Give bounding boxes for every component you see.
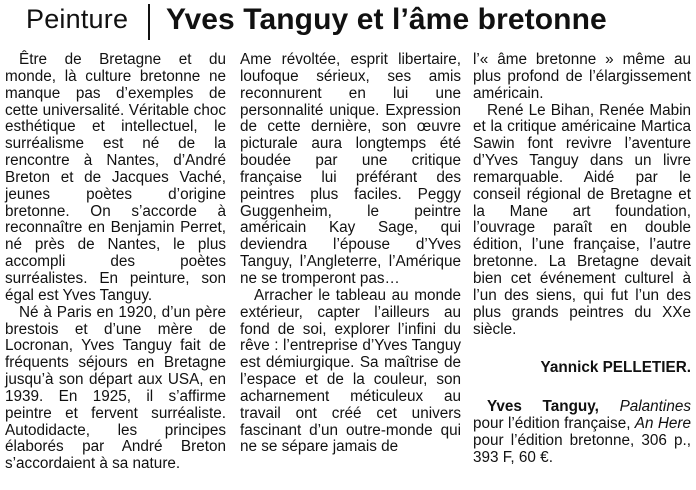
book-reference bbox=[473, 399, 691, 466]
book-title-french: Palantines bbox=[619, 398, 691, 416]
section-rubric: Peinture bbox=[26, 4, 129, 34]
paragraph: Ame révoltée, esprit libertaire, loufoque sérieux, ses amis reconnurent en lui une personnalité unique. Expression de cette dernière, son œuvre picturale aura longtemps été boudée par une critique française lui préférant des peintres plus faciles. Peggy Guggenheim, le peintre américain Kay Sage, qui deviendra l’épouse d’Yves Tanguy, l’Angleterre, l’Amérique ne se tromperont pas… bbox=[240, 51, 461, 287]
book-title-breton: An Here bbox=[634, 415, 691, 433]
article-column-2 bbox=[240, 52, 461, 456]
paragraph: l’« âme bretonne » même au plus profond de l’élargissement américain. bbox=[473, 51, 691, 102]
article-column-3 bbox=[473, 52, 691, 467]
header-divider bbox=[148, 4, 150, 40]
article-title: Yves Tanguy et l’âme bretonne bbox=[166, 3, 607, 36]
paragraph: Né à Paris en 1920, d’un père brestois et d’une mère de Locronan, Yves Tanguy fait de fréquents séjours en Bretagne jusqu’à son départ aux USA, en 1939. En 1925, il s’affirme peintre et fervent surréaliste. Autodidacte, les principes élaborés par André Breton s’accordaient à sa nature. bbox=[5, 303, 226, 473]
article-header bbox=[0, 0, 696, 44]
book-details: pour l’édition bretonne, 306 p., 393 F, 60 €. bbox=[473, 431, 691, 466]
book-text: pour l’édition française, bbox=[473, 415, 631, 433]
paragraph: Arracher le tableau au monde extérieur, capter l’ailleurs au fond de soi, explorer l’infini du rêve : l’entreprise d’Yves Tanguy est démiurgique. Sa maîtrise de l’espace et de la couleur, son acharnement méticuleux au travail ont créé cet univers fascinant d’un outre-monde qui ne se sépare jamais de bbox=[240, 286, 461, 456]
article-column-1 bbox=[5, 52, 226, 473]
paragraph: René Le Bihan, Renée Mabin et la critique américaine Martica Sawin font revivre l’aventure d’Yves Tanguy dans un livre remarquable. Aidé par le conseil régional de Bretagne et la Mane art foundation, l’ouvrage paraît en double édition, l’une française, l’autre bretonne. La Bretagne devait bien cet événement culturel à l’un des siens, qui fut l’un des plus grands peintres du XXe siècle. bbox=[473, 101, 691, 338]
book-author: Yves Tanguy, bbox=[487, 398, 599, 416]
author-byline: Yannick PELLETIER. bbox=[540, 359, 691, 377]
paragraph: Être de Bretagne et du monde, là culture bretonne ne manque pas d’exemples de cette universalité. Véritable choc esthétique et intellectuel, le surréalisme est né de la rencontre à Nantes, d’André Breton et de Jacques Vaché, jeunes poètes d’origine bretonne. On s’accorde à reconnaître en Benjamin Perret, né près de Nantes, le plus accompli des poètes surréalistes. En peinture, son égal est Yves Tanguy. bbox=[5, 51, 226, 304]
